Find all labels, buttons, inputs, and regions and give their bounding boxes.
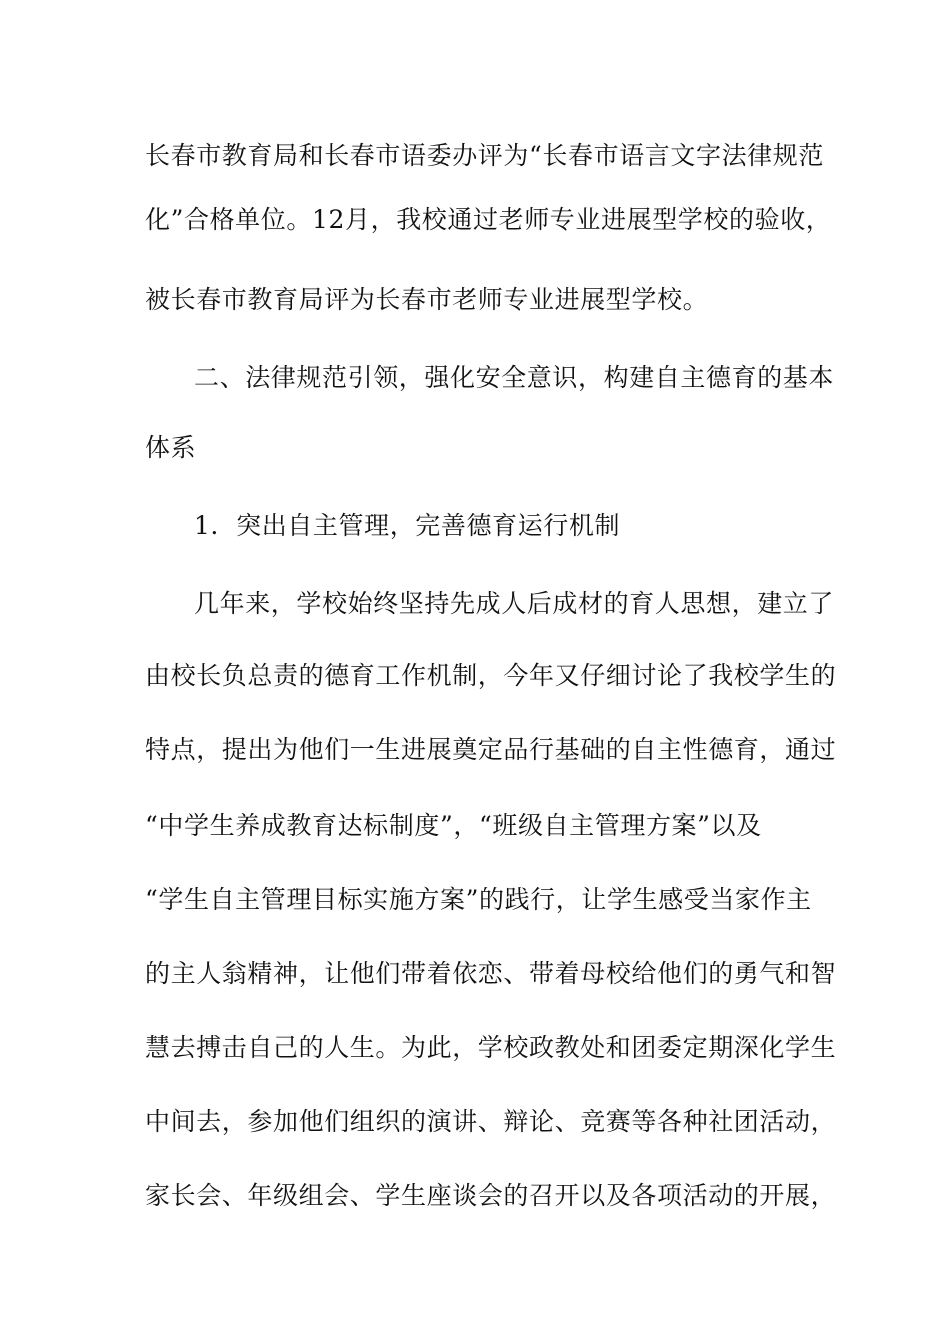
paragraph-line: 慧去搏击自己的人生。为此，学校政教处和团委定期深化学生: [145, 1033, 837, 1062]
paragraph-line: 家长会、年级组会、学生座谈会的召开以及各项活动的开展，: [145, 1181, 837, 1210]
paragraph-line: 几年来，学校始终坚持先成人后成材的育人思想，建立了: [194, 589, 835, 618]
section-heading-line: 体系: [145, 433, 197, 462]
paragraph-line: 中间去，参加他们组织的演讲、辩论、竞赛等各种社团活动，: [145, 1107, 837, 1136]
paragraph-line: “中学生养成教育达标制度”，“班级自主管理方案”以及: [145, 811, 762, 840]
paragraph-line: 化”合格单位。12月，我校通过老师专业进展型学校的验收，: [145, 205, 832, 234]
paragraph-line: 由校长负总责的德育工作机制，今年又仔细讨论了我校学生的: [145, 661, 837, 690]
paragraph-line: 特点，提出为他们一生进展奠定品行基础的自主性德育，通过: [145, 735, 837, 764]
paragraph-line: 长春市教育局和长春市语委办评为“长春市语言文字法律规范: [145, 141, 824, 170]
paragraph-line: 被长春市教育局评为长春市老师专业进展型学校。: [145, 285, 709, 314]
subsection-heading: 1．突出自主管理，完善德育运行机制: [194, 511, 621, 540]
section-heading-line: 二、法律规范引领，强化安全意识，构建自主德育的基本: [194, 363, 835, 392]
paragraph-line: “学生自主管理目标实施方案”的践行，让学生感受当家作主: [145, 885, 812, 914]
paragraph-line: 的主人翁精神，让他们带着依恋、带着母校给他们的勇气和智: [145, 959, 837, 988]
